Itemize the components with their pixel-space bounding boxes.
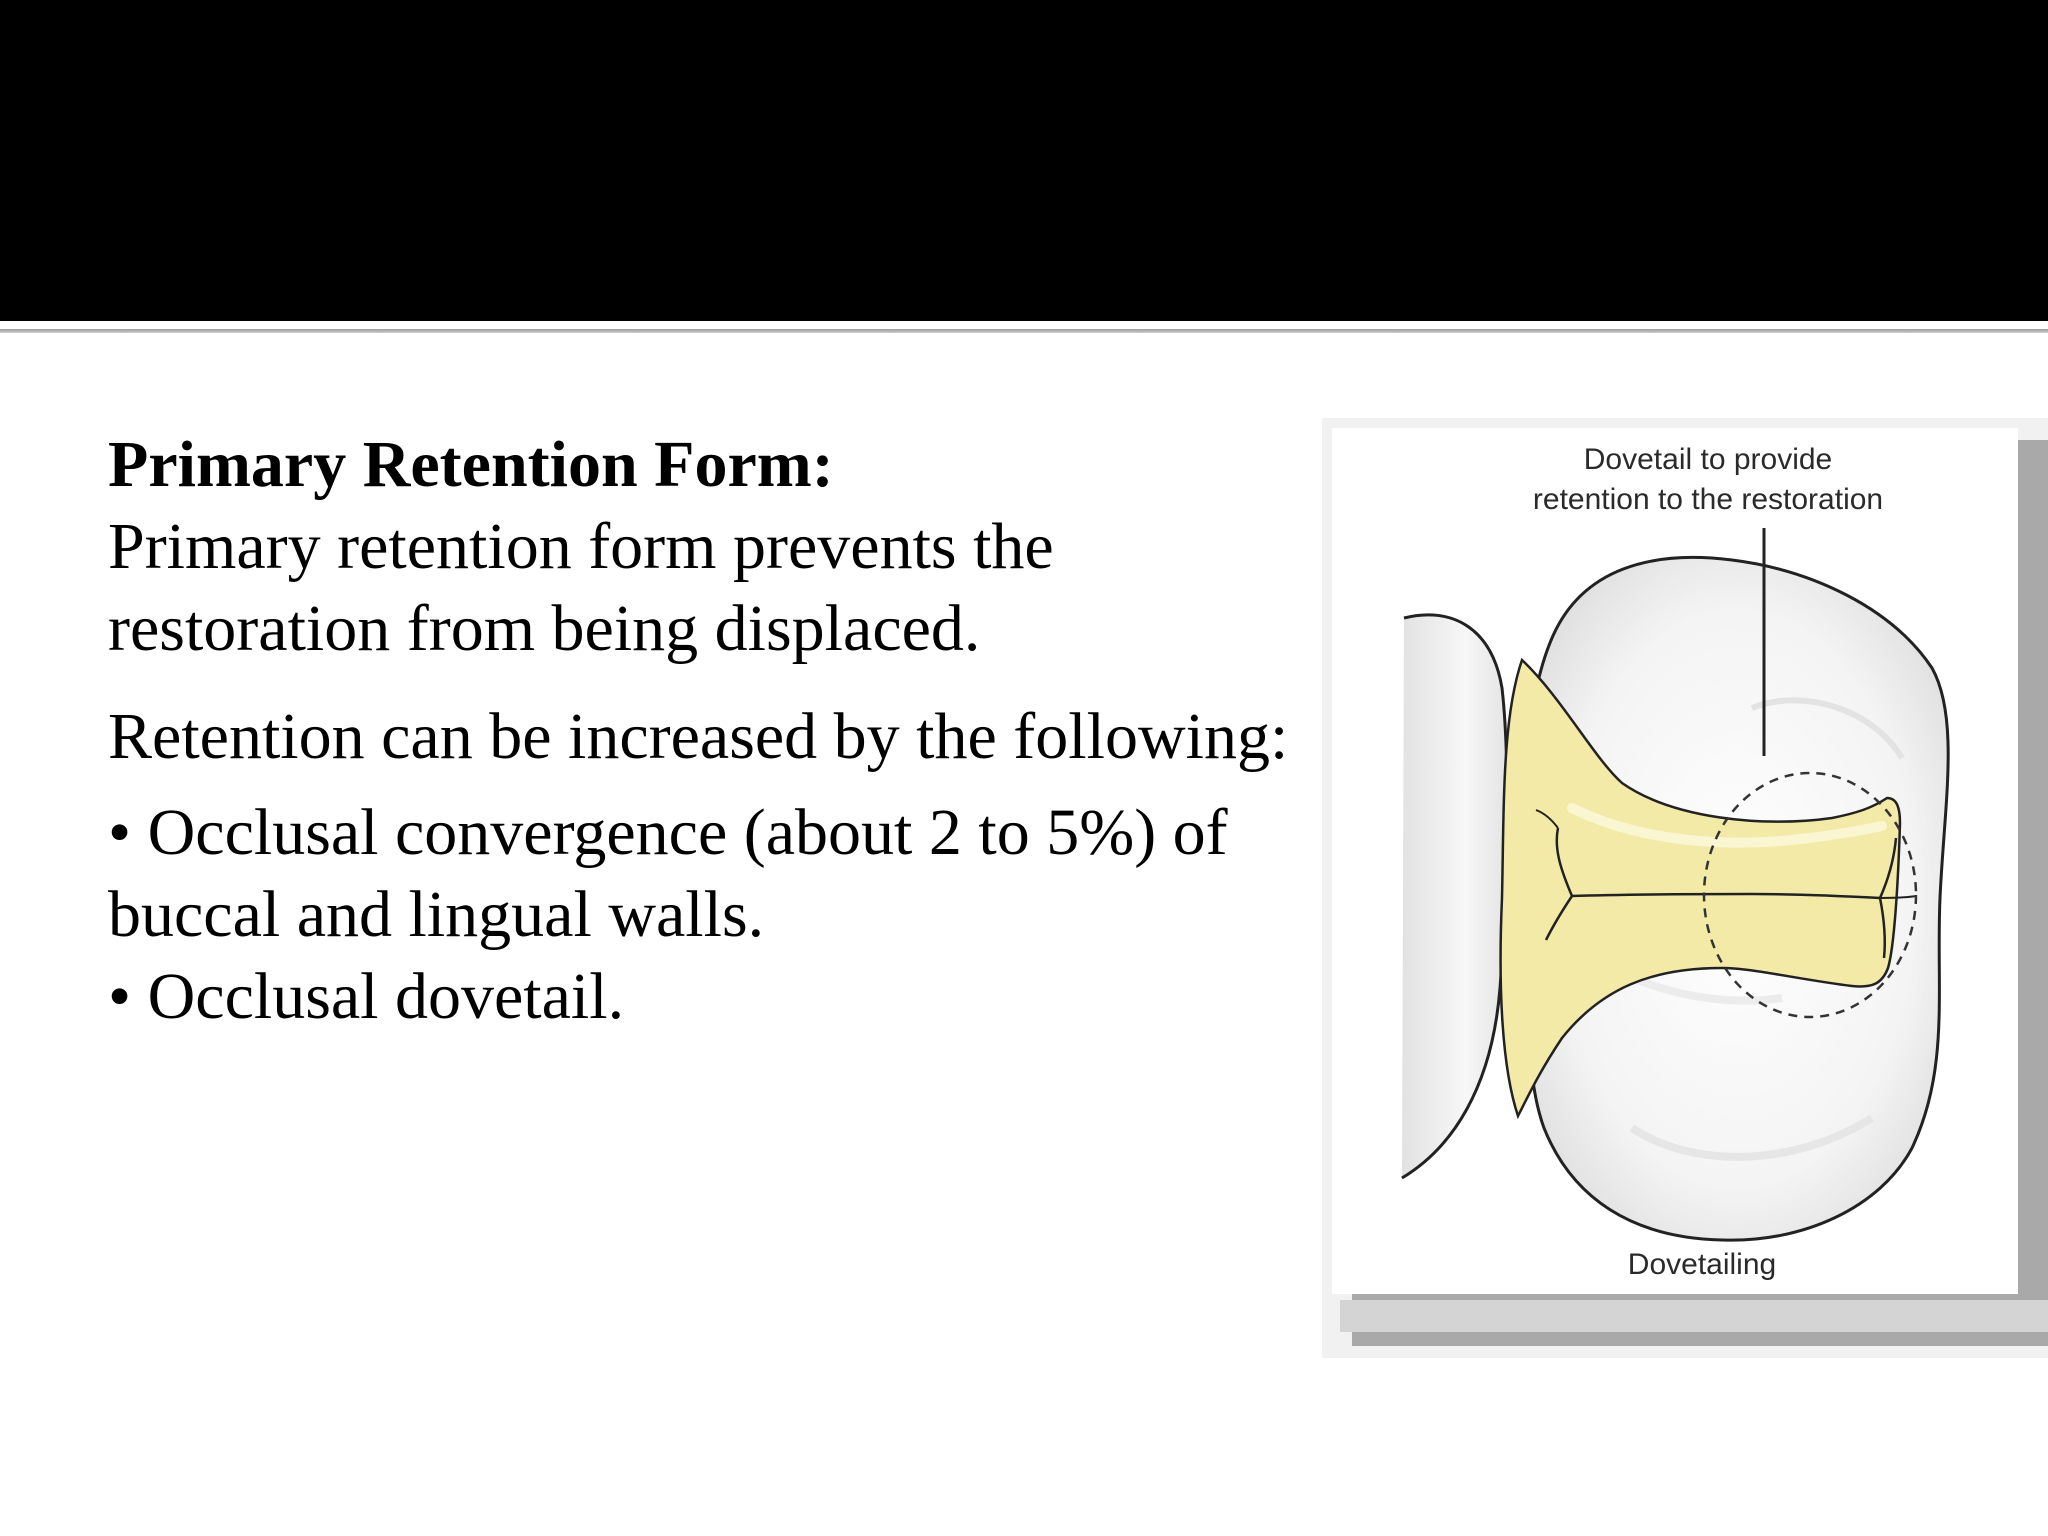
slide-body-text: [108, 424, 1348, 1038]
bullet-1-line-2: buccal and lingual walls.: [108, 878, 765, 951]
tooth-illustration: [1332, 428, 2018, 1294]
intro-line-2: restoration from being displaced.: [108, 592, 981, 665]
title-divider-line: [0, 329, 2048, 333]
bullet-2: • Occlusal dovetail.: [108, 960, 625, 1033]
increase-line: Retention can be increased by the following:: [108, 700, 1289, 773]
title-divider-light: [0, 322, 2048, 328]
figure-top-label: [1528, 440, 1888, 520]
title-band: [0, 0, 2048, 321]
figure-top-label-line-2: retention to the restoration: [1532, 483, 1884, 516]
figure-caption: Dovetailing: [1627, 1248, 1777, 1281]
intro-line-1: Primary retention form prevents the: [108, 510, 1054, 583]
slide-heading: Primary Retention Form:: [108, 428, 834, 501]
dovetail-figure: [1332, 428, 2018, 1294]
figure-top-label-line-1: Dovetail to provide: [1583, 443, 1833, 476]
bullet-1-line-1: • Occlusal convergence (about 2 to 5%) of: [108, 796, 1228, 869]
adjacent-tooth: [1402, 615, 1507, 1178]
figure-shadow-bottom: [1340, 1300, 2048, 1332]
